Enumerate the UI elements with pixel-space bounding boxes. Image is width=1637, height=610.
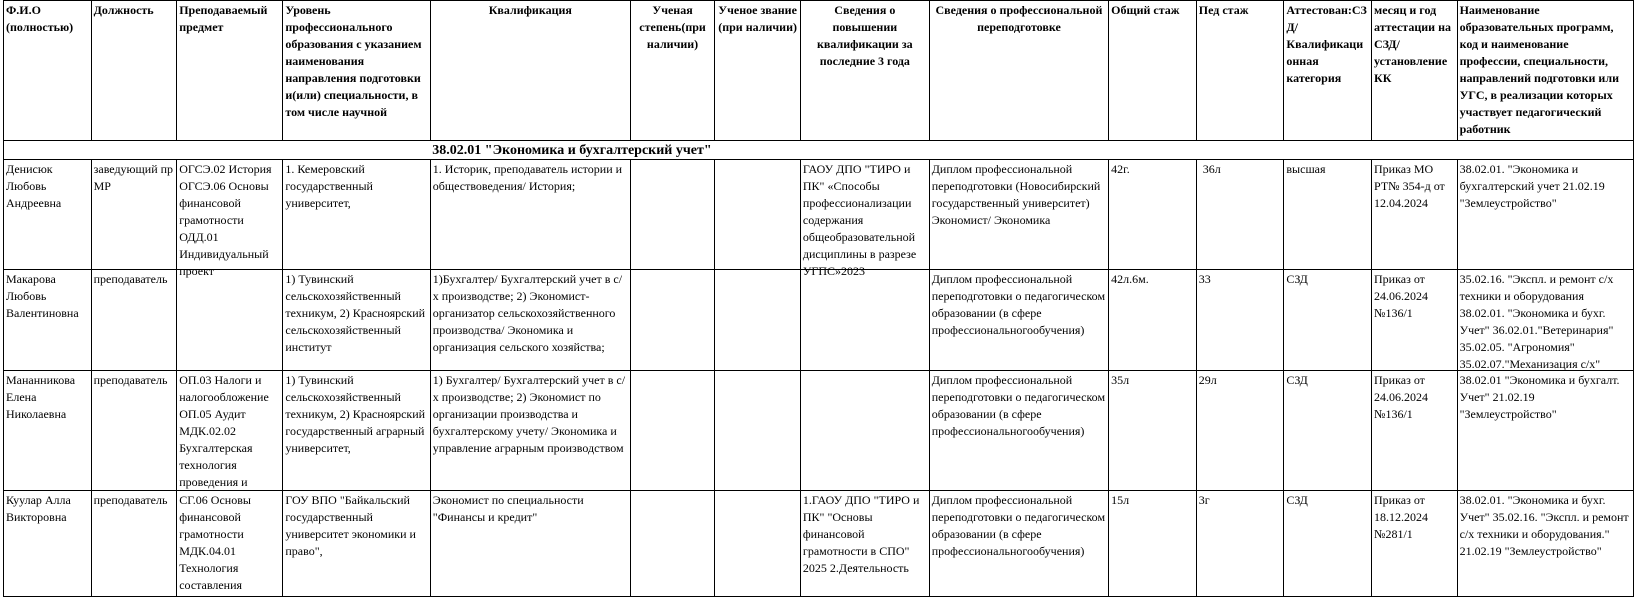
cell-degree xyxy=(630,491,715,597)
cell-retraining: Диплом профессиональной переподготовки (Новосибирский государственный университет) Экономист/ Экономика xyxy=(929,160,1108,270)
header-qualification: Квалификация xyxy=(430,1,630,141)
header-title: Ученое звание (при наличии) xyxy=(715,1,801,141)
header-attest: Аттестован:СЗД/Квалификационная категория xyxy=(1284,1,1372,141)
cell-attest: СЗД xyxy=(1284,371,1372,491)
cell-degree xyxy=(630,371,715,491)
cell-fio: Макарова Любовь Валентиновна xyxy=(4,270,92,371)
cell-education: 1) Тувинский сельскохозяйственный техникум, 2) Красноярский государственный аграрный университет, xyxy=(283,371,430,491)
cell-position: преподаватель xyxy=(91,491,177,597)
table-row xyxy=(4,160,1634,270)
cell-subject: ОГСЭ.02 История ОГСЭ.06 Основы финансовой грамотности ОДД.01 Индивидуальный проект xyxy=(177,160,283,270)
cell-title xyxy=(715,371,801,491)
cell-ped-exp: 33 xyxy=(1196,270,1284,371)
cell-ped-exp: 36л xyxy=(1196,160,1284,270)
cell-title xyxy=(715,491,801,597)
cell-position: преподаватель xyxy=(91,270,177,371)
cell-education: 1. Кемеровский государственный университет, xyxy=(283,160,430,270)
cell-qualification: 1) Бухгалтер/ Бухгалтерский учет в с/х производстве; 2) Экономист по организации производства и бухгалтерскому учету/ Экономика и управление аграрным производством xyxy=(430,371,630,491)
cell-fio: Куулар Алла Викторовна xyxy=(4,491,92,597)
header-total-exp: Общий стаж xyxy=(1109,1,1197,141)
cell-qualification: Экономист по специальности "Финансы и кредит" xyxy=(430,491,630,597)
header-degree: Ученая степень(при наличии) xyxy=(630,1,715,141)
cell-attest-date: Приказ от 24.06.2024 №136/1 xyxy=(1372,371,1458,491)
cell-retraining: Диплом профессиональной переподготовки о педагогическом образовании (в сфере профессиональногообучения) xyxy=(929,270,1108,371)
cell-attest-date: Приказ от 18.12.2024 №281/1 xyxy=(1372,491,1458,597)
cell-education: 1) Тувинский сельскохозяйственный техникум, 2) Красноярский сельскохозяйственный институт xyxy=(283,270,430,371)
cell-title xyxy=(715,160,801,270)
cell-subject xyxy=(177,270,283,371)
cell-attest-date: Приказ МО РТ№ 354-д от 12.04.2024 xyxy=(1372,160,1458,270)
header-ped-exp: Пед стаж xyxy=(1196,1,1284,141)
cell-retraining: Диплом профессиональной переподготовки о педагогическом образовании (в сфере профессиональногообучения) xyxy=(929,371,1108,491)
header-subject: Преподаваемый предмет xyxy=(177,1,283,141)
header-row xyxy=(4,1,1634,141)
table-row xyxy=(4,371,1634,491)
section-spacer xyxy=(4,141,431,160)
cell-ped-exp: 3г xyxy=(1196,491,1284,597)
cell-training: ГАОУ ДПО "ТИРО и ПК" «Способы профессионализации содержания общеобразовательной дисциплины в разрезе УГПС»2023 xyxy=(800,160,929,270)
header-retraining: Сведения о профессиональной переподготовке xyxy=(929,1,1108,141)
staff-table xyxy=(3,0,1634,597)
cell-qualification: 1. Историк, преподаватель истории и обществоведения/ История; xyxy=(430,160,630,270)
cell-fio: Денисюк Любовь Андреевна xyxy=(4,160,92,270)
table-row xyxy=(4,491,1634,597)
header-fio: Ф.И.О (полностью) xyxy=(4,1,92,141)
cell-subject: СГ.06 Основы финансовой грамотности МДК.04.01 Технология составления xyxy=(177,491,283,597)
cell-ped-exp: 29л xyxy=(1196,371,1284,491)
cell-programs: 38.02.01 "Экономика и бухгалт. Учет" 21.02.19 "Землеустройство" xyxy=(1457,371,1633,491)
cell-attest: СЗД xyxy=(1284,270,1372,371)
cell-attest-date: Приказ от 24.06.2024 №136/1 xyxy=(1372,270,1458,371)
header-attest-date: месяц и год аттестации на СЗД/установление КК xyxy=(1372,1,1458,141)
header-education: Уровень профессионального образования с указанием наименования направления подготовки и(или) специальности, в том числе научной xyxy=(283,1,430,141)
cell-programs: 35.02.16. "Экспл. и ремонт с/х техники и оборудования 38.02.01. "Экономика и бухг. Учет" 36.02.01."Ветеринария" 35.02.05. "Агрономия" 35.02.07."Механизация с/х" xyxy=(1457,270,1633,371)
header-programs: Наименование образовательных программ, код и наименование профессии, специальности, направлений подготовки или УГС, в реализации которых участвует педагогический работник xyxy=(1457,1,1633,141)
cell-education: ГОУ ВПО "Байкальский государственный университет экономики и право", xyxy=(283,491,430,597)
cell-attest: СЗД xyxy=(1284,491,1372,597)
section-title: 38.02.01 "Экономика и бухгалтерский учет" xyxy=(430,141,1633,160)
cell-position: преподаватель xyxy=(91,371,177,491)
header-position: Должность xyxy=(91,1,177,141)
cell-qualification: 1)Бухгалтер/ Бухгалтерский учет в с/х производстве; 2) Экономист-организатор сельскохозяйственного производства/ Экономика и организация сельского хозяйства; xyxy=(430,270,630,371)
cell-degree xyxy=(630,270,715,371)
header-training: Сведения о повышении квалификации за последние 3 года xyxy=(800,1,929,141)
section-row xyxy=(4,141,1634,160)
cell-total-exp: 35л xyxy=(1109,371,1197,491)
cell-retraining: Диплом профессиональной переподготовки о педагогическом образовании (в сфере профессиональногообучения) xyxy=(929,491,1108,597)
cell-programs: 38.02.01. "Экономика и бухгалтерский учет 21.02.19 "Землеустройство" xyxy=(1457,160,1633,270)
cell-training xyxy=(800,371,929,491)
cell-subject: ОП.03 Налоги и налогообложение ОП.05 Аудит МДК.02.02 Бухгалтерская технология проведения и xyxy=(177,371,283,491)
cell-total-exp: 42л.6м. xyxy=(1109,270,1197,371)
table-row xyxy=(4,270,1634,371)
cell-fio: Мананникова Елена Николаевна xyxy=(4,371,92,491)
cell-training: 1.ГАОУ ДПО "ТИРО и ПК" "Основы финансовой грамотности в СПО" 2025 2.Деятельность xyxy=(800,491,929,597)
cell-total-exp: 15л xyxy=(1109,491,1197,597)
cell-degree xyxy=(630,160,715,270)
cell-position: заведующий пр МР xyxy=(91,160,177,270)
cell-total-exp: 42г. xyxy=(1109,160,1197,270)
cell-training xyxy=(800,270,929,371)
cell-title xyxy=(715,270,801,371)
cell-attest: высшая xyxy=(1284,160,1372,270)
cell-programs: 38.02.01. "Экономика и бухг. Учет" 35.02.16. "Экспл. и ремонт с/х техники и оборудования." 21.02.19 "Землеустройство" xyxy=(1457,491,1633,597)
